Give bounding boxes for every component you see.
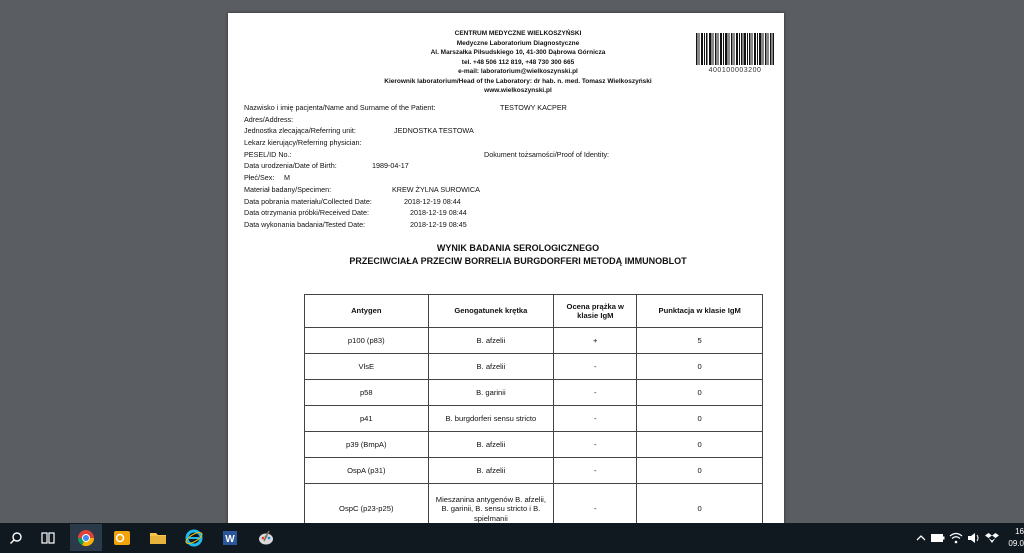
referring-unit-label: Jednostka zlecająca/Referring unit: (244, 126, 356, 136)
lab-header (338, 29, 698, 96)
specimen-value: KREW ŻYLNA SUROWICA (392, 184, 480, 194)
patient-name-row (244, 103, 764, 115)
cell-score: 0 (637, 484, 763, 524)
clock-date[interactable]: 09.0 (1008, 539, 1024, 548)
address-row (244, 115, 764, 127)
results-table (304, 294, 763, 523)
received-value: 2018-12-19 08:44 (410, 208, 467, 218)
table-row (305, 458, 763, 484)
header-score-igm: Punktacja w klasie IgM (637, 295, 763, 328)
header-genospecies: Genogatunek krętka (428, 295, 554, 328)
id-document-label: Dokument tożsamości/Proof of Identity: (484, 149, 610, 159)
collected-value: 2018-12-19 08:44 (404, 196, 461, 206)
cell-antigen: OspA (p31) (305, 458, 429, 484)
cell-genospecies: B. afzelii (428, 354, 554, 380)
collected-row (244, 197, 764, 209)
lab-head: Kierownik laboratorium/Head of the Laboratory: dr hab. n. med. Tomasz Wielkoszyński (384, 77, 652, 85)
specimen-row (244, 185, 764, 197)
table-row (305, 380, 763, 406)
cell-score: 0 (637, 458, 763, 484)
report-title-line1: WYNIK BADANIA SEROLOGICZNEGO (436, 243, 600, 253)
lab-name: CENTRUM MEDYCZNE WIELKOSZYŃSKI (454, 30, 582, 37)
file-explorer-icon[interactable] (142, 526, 174, 550)
taskbar (0, 523, 1024, 553)
cell-score: 0 (637, 432, 763, 458)
received-row (244, 208, 764, 220)
report-title-line2: PRZECIWCIAŁA PRZECIW BORRELIA BURGDORFERI METODĄ IMMUNOBLOT (349, 256, 687, 266)
lab-phone: tel. +48 506 112 819, +48 730 300 665 (461, 58, 575, 66)
dob-value: 1989-04-17 (372, 161, 409, 171)
cell-genospecies: B. afzelii (428, 432, 554, 458)
word-icon[interactable] (214, 526, 246, 550)
header-antigen: Antygen (305, 295, 429, 328)
table-row (305, 328, 763, 354)
table-header-row (305, 295, 763, 328)
cell-band: - (554, 432, 637, 458)
specimen-label: Materiał badany/Specimen: (244, 184, 332, 194)
outlook-icon[interactable] (106, 526, 138, 550)
search-icon[interactable] (0, 526, 32, 550)
barcode (696, 33, 774, 65)
table-row (305, 484, 763, 524)
tested-value: 2018-12-19 08:45 (410, 219, 467, 229)
received-label: Data otrzymania próbki/Received Date: (244, 208, 370, 218)
tested-row (244, 220, 764, 232)
lab-website: www.wielkoszynski.pl (484, 87, 552, 94)
cell-antigen: p100 (p83) (305, 328, 429, 354)
report-title (288, 242, 748, 268)
pesel-row (244, 150, 764, 162)
cell-genospecies: B. burgdorferi sensu stricto (428, 406, 554, 432)
header-band-igm: Ocena prążka w klasie IgM (554, 295, 637, 328)
barcode-number: 400100003200 (708, 67, 762, 74)
table-row (305, 406, 763, 432)
cell-antigen: p41 (305, 406, 429, 432)
patient-info (244, 103, 764, 232)
cell-antigen: VlsE (305, 354, 429, 380)
cell-score: 0 (637, 380, 763, 406)
cell-band: - (554, 406, 637, 432)
cell-band: - (554, 354, 637, 380)
cell-band: - (554, 380, 637, 406)
dropbox-icon[interactable] (984, 526, 1000, 550)
referring-unit-value: JEDNOSTKA TESTOWA (394, 126, 474, 136)
lab-address: Al. Marszałka Piłsudskiego 10, 41-300 Dąbrowa Górnicza (430, 49, 606, 56)
cell-genospecies: B. afzelii (428, 458, 554, 484)
table-row (305, 432, 763, 458)
sex-value: M (284, 173, 290, 183)
sex-row (244, 173, 764, 185)
dob-row (244, 161, 764, 173)
cell-antigen: OspC (p23-p25) (305, 484, 429, 524)
table-row (305, 354, 763, 380)
cell-band: + (554, 328, 637, 354)
svg-text:W: W (225, 534, 235, 545)
volume-icon[interactable] (966, 526, 982, 550)
cell-genospecies: B. garinii (428, 380, 554, 406)
cell-genospecies: B. afzelii (428, 328, 554, 354)
collected-label: Data pobrania materiału/Collected Date: (244, 196, 372, 206)
cell-score: 5 (637, 328, 763, 354)
cell-band: - (554, 458, 637, 484)
sex-label: Płeć/Sex: (244, 173, 275, 183)
clock-time[interactable]: 16 (1015, 527, 1024, 536)
referring-unit-row (244, 126, 764, 138)
lab-email: e-mail: laboratorium@wielkoszynski.pl (458, 68, 578, 75)
cell-antigen: p39 (BmpA) (305, 432, 429, 458)
dob-label: Data urodzenia/Date of Birth: (244, 161, 337, 171)
physician-row (244, 138, 764, 150)
cell-genospecies: Mieszanina antygenów B. afzelii, B. garinii, B. sensu stricto i B. spielmanii (428, 484, 554, 524)
physician-label: Lekarz kierujący/Referring physician: (244, 138, 362, 148)
address-label: Adres/Address: (244, 114, 294, 124)
internet-explorer-icon[interactable] (178, 526, 210, 550)
chevron-up-icon[interactable] (914, 526, 928, 550)
paint-icon[interactable] (250, 526, 282, 550)
patient-name-value: TESTOWY KACPER (500, 103, 567, 112)
cell-band: - (554, 484, 637, 524)
battery-icon[interactable] (930, 526, 946, 550)
task-view-icon[interactable] (32, 526, 64, 550)
wifi-icon[interactable] (948, 526, 964, 550)
tested-label: Data wykonania badania/Tested Date: (244, 219, 366, 229)
document-page (228, 13, 784, 523)
pesel-label: PESEL/ID No.: (244, 149, 292, 159)
cell-score: 0 (637, 354, 763, 380)
cell-score: 0 (637, 406, 763, 432)
cell-antigen: p58 (305, 380, 429, 406)
chrome-icon[interactable] (70, 524, 102, 551)
patient-name-label: Nazwisko i imię pacjenta/Name and Surname of the Patient: (244, 103, 436, 112)
lab-subtitle: Medyczne Laboratorium Diagnostyczne (456, 39, 580, 47)
